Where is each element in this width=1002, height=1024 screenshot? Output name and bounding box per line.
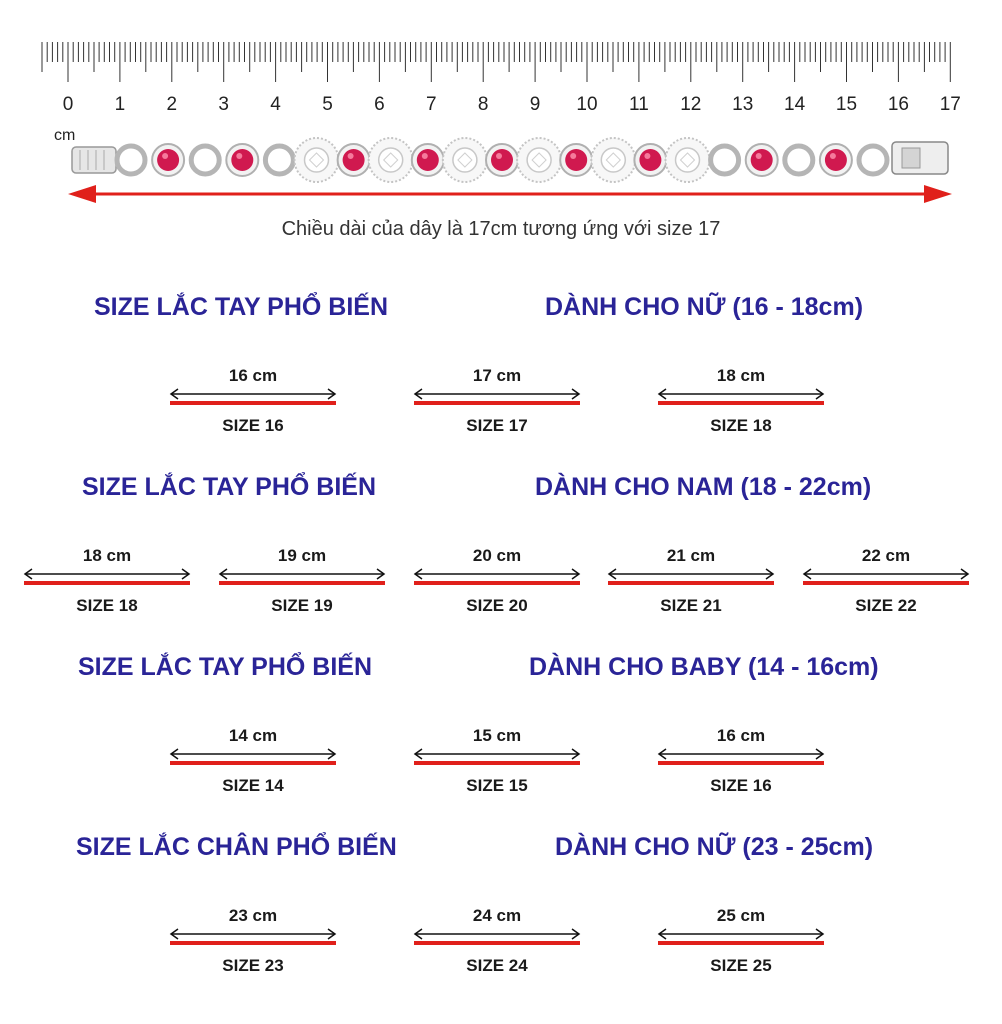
size-length: 19 cm xyxy=(277,546,327,565)
section-3-left-title: SIZE LẮC TAY PHỔ BIẾN xyxy=(78,653,373,681)
size-label: SIZE 18 xyxy=(76,596,138,615)
double-arrow-icon xyxy=(217,568,387,580)
bracelet-image xyxy=(72,138,948,182)
size-label: SIZE 15 xyxy=(466,776,528,795)
ruby-highlight xyxy=(422,153,428,159)
size-length: 18 cm xyxy=(716,366,766,385)
size-item xyxy=(412,906,582,986)
double-arrow-icon xyxy=(606,568,776,580)
section-1-right-title: DÀNH CHO NỮ (16 - 18cm) xyxy=(545,293,864,321)
section-2-left-title: SIZE LẮC TAY PHỔ BIẾN xyxy=(82,473,377,501)
ruler-number: 4 xyxy=(270,94,281,115)
ruler-number: 0 xyxy=(62,94,74,115)
size-length: 24 cm xyxy=(472,906,522,925)
size-length: 15 cm xyxy=(472,726,522,745)
diamond-gem-icon xyxy=(676,148,700,172)
diamond-gem-icon xyxy=(527,148,551,172)
size-bar xyxy=(658,941,824,945)
size-item xyxy=(656,366,826,446)
size-bar xyxy=(170,761,336,765)
double-arrow-icon xyxy=(22,568,192,580)
size-bar xyxy=(414,401,580,405)
size-item xyxy=(168,726,338,806)
ruler-number: 11 xyxy=(629,94,649,115)
ruler-number: 12 xyxy=(680,94,702,115)
size-length: 16 cm xyxy=(228,366,278,385)
ruler-number: 6 xyxy=(374,94,385,115)
double-arrow-icon xyxy=(412,748,582,760)
ruler-number: 17 xyxy=(939,94,961,115)
section-4-left-title: SIZE LẮC CHÂN PHỔ BIẾN xyxy=(76,833,397,861)
size-item xyxy=(412,546,582,626)
size-label: SIZE 24 xyxy=(466,956,528,975)
size-length: 14 cm xyxy=(228,726,278,745)
size-bar xyxy=(170,401,336,405)
size-label: SIZE 25 xyxy=(710,956,772,975)
ruler-number: 14 xyxy=(784,94,806,115)
ruby-highlight xyxy=(570,153,576,159)
section-4-right-title: DÀNH CHO NỮ (23 - 25cm) xyxy=(555,833,874,861)
ruby-highlight xyxy=(830,153,836,159)
size-bar xyxy=(608,581,774,585)
size-item xyxy=(656,726,826,806)
ruby-highlight xyxy=(162,153,168,159)
ruler-number: 3 xyxy=(218,94,229,115)
size-item xyxy=(801,546,971,626)
ruby-highlight xyxy=(496,153,502,159)
size-label: SIZE 17 xyxy=(466,416,528,435)
size-length: 17 cm xyxy=(472,366,522,385)
ruby-gem-icon xyxy=(231,149,253,171)
double-arrow-icon xyxy=(801,568,971,580)
double-arrow-icon xyxy=(412,568,582,580)
double-arrow-icon xyxy=(656,388,826,400)
clasp-left-icon xyxy=(72,147,116,173)
ruler-number: 15 xyxy=(835,94,858,115)
double-arrow-icon xyxy=(168,748,338,760)
section-2-right-title: DÀNH CHO NAM (18 - 22cm) xyxy=(535,473,872,501)
size-length: 22 cm xyxy=(861,546,911,565)
ruby-gem-icon xyxy=(491,149,513,171)
ruby-gem-icon xyxy=(639,149,661,171)
double-arrow-icon xyxy=(656,748,826,760)
size-bar xyxy=(803,581,969,585)
chain-link-icon xyxy=(117,146,145,174)
ruler-unit-label: cm xyxy=(54,127,76,144)
ruler-illustration xyxy=(0,0,1002,215)
size-item xyxy=(217,546,387,626)
clasp-latch xyxy=(902,148,920,168)
size-item xyxy=(22,546,192,626)
size-label: SIZE 20 xyxy=(466,596,528,615)
size-label: SIZE 16 xyxy=(222,416,284,435)
size-bar xyxy=(414,581,580,585)
ruler-caption: Chiều dài của dây là 17cm tương ứng với size 17 xyxy=(281,218,721,240)
size-label: SIZE 19 xyxy=(271,596,333,615)
chain-link-icon xyxy=(191,146,219,174)
size-item xyxy=(412,726,582,806)
size-bar xyxy=(414,761,580,765)
ruler-numbers xyxy=(63,94,961,115)
ruler-number: 10 xyxy=(576,94,598,115)
size-bar xyxy=(219,581,385,585)
ruler-ticks xyxy=(42,42,950,82)
diamond-gem-icon xyxy=(453,148,477,172)
ruby-gem-icon xyxy=(343,149,365,171)
size-label: SIZE 21 xyxy=(660,596,722,615)
chain-link-icon xyxy=(265,146,293,174)
ruby-highlight xyxy=(236,153,242,159)
ruler-number: 16 xyxy=(887,94,909,115)
ruler-number: 13 xyxy=(732,94,754,115)
section-3-right-title: DÀNH CHO BABY (14 - 16cm) xyxy=(529,653,879,681)
diamond-gem-icon xyxy=(601,148,625,172)
size-length: 23 cm xyxy=(228,906,278,925)
ruby-highlight xyxy=(644,153,650,159)
size-bar xyxy=(658,761,824,765)
size-item xyxy=(168,906,338,986)
size-length: 18 cm xyxy=(82,546,132,565)
ruler-number: 7 xyxy=(426,94,437,115)
size-bar xyxy=(24,581,190,585)
size-label: SIZE 23 xyxy=(222,956,284,975)
double-arrow-icon xyxy=(168,928,338,940)
size-label: SIZE 16 xyxy=(710,776,772,795)
double-arrow-icon xyxy=(656,928,826,940)
size-length: 20 cm xyxy=(472,546,522,565)
size-item xyxy=(412,366,582,446)
size-bar xyxy=(414,941,580,945)
ruby-highlight xyxy=(756,153,762,159)
chain-link-icon xyxy=(859,146,887,174)
chain-link-icon xyxy=(711,146,739,174)
diamond-gem-icon xyxy=(379,148,403,172)
size-length: 25 cm xyxy=(716,906,766,925)
ruby-highlight xyxy=(348,153,354,159)
size-length: 16 cm xyxy=(716,726,766,745)
size-item xyxy=(168,366,338,446)
ruler-number: 5 xyxy=(322,94,333,115)
ruler-number: 9 xyxy=(529,94,541,115)
ruler-number: 2 xyxy=(166,94,178,115)
diamond-gem-icon xyxy=(305,148,329,172)
size-item xyxy=(606,546,776,626)
size-bar xyxy=(658,401,824,405)
ruby-gem-icon xyxy=(157,149,179,171)
size-label: SIZE 18 xyxy=(710,416,772,435)
size-label: SIZE 14 xyxy=(222,776,284,795)
ruby-gem-icon xyxy=(565,149,587,171)
size-label: SIZE 22 xyxy=(855,596,917,615)
chain-link-icon xyxy=(785,146,813,174)
ruby-gem-icon xyxy=(825,149,847,171)
double-arrow-icon xyxy=(168,388,338,400)
size-bar xyxy=(170,941,336,945)
ruby-gem-icon xyxy=(417,149,439,171)
ruler-number: 1 xyxy=(114,94,126,115)
length-arrow xyxy=(68,185,952,203)
double-arrow-icon xyxy=(412,388,582,400)
ruler-number: 8 xyxy=(477,94,489,115)
size-length: 21 cm xyxy=(666,546,716,565)
section-1-left-title: SIZE LẮC TAY PHỔ BIẾN xyxy=(94,293,389,321)
size-item xyxy=(656,906,826,986)
double-arrow-icon xyxy=(412,928,582,940)
ruby-gem-icon xyxy=(751,149,773,171)
